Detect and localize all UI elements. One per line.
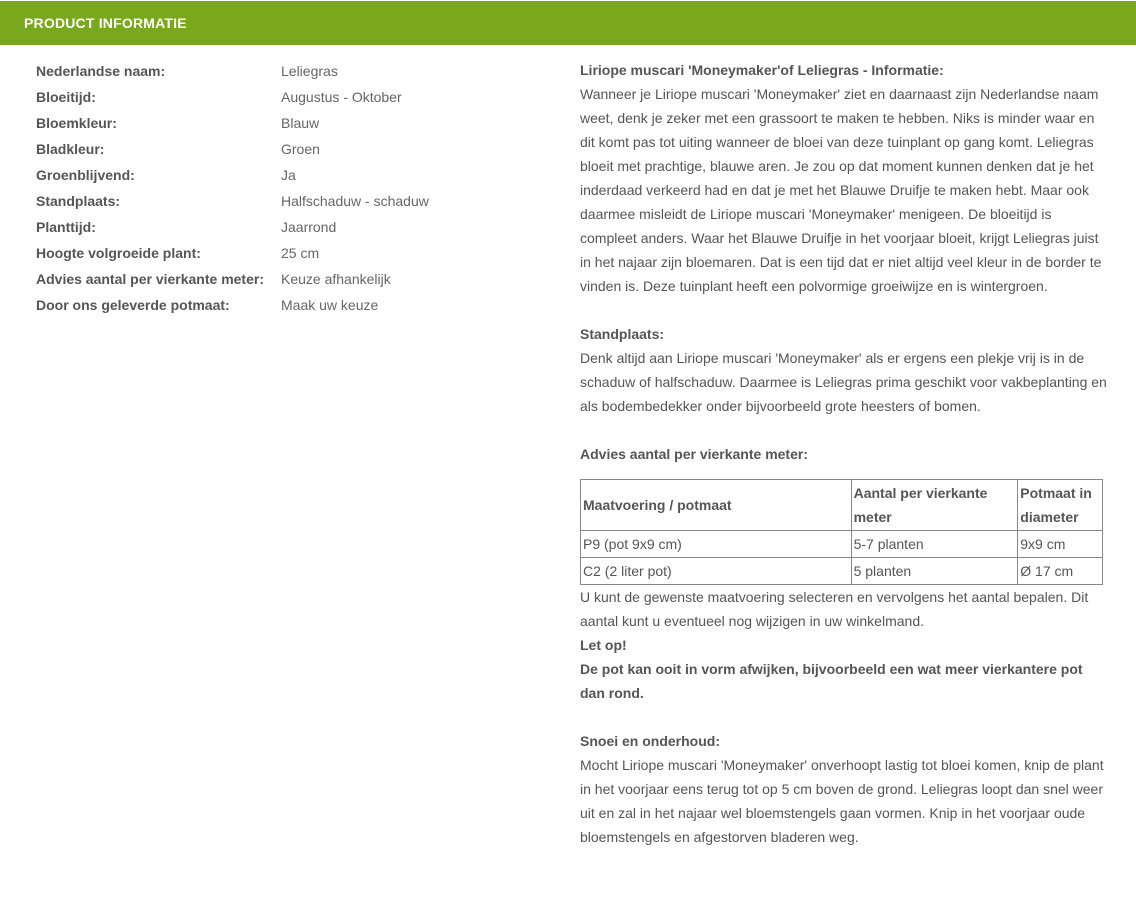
standplaats-text: Denk altijd aan Liriope muscari 'Moneymaker' als er ergens een plekje vrij is in de schaduw of halfschaduw. Daarmee is Leliegras prima geschikt voor vakbeplanting en als bodembedekker onder bijvoorbeeld grote heesters of bomen. — [580, 350, 1107, 414]
spec-value: Ja — [281, 167, 296, 183]
spec-label: Groenblijvend: — [36, 167, 135, 183]
spacer — [580, 705, 1110, 729]
product-specs — [36, 58, 556, 318]
snoei-heading: Snoei en onderhoud: — [580, 733, 720, 749]
table-row — [581, 531, 1103, 558]
advies-heading: Advies aantal per vierkante meter: — [580, 446, 808, 462]
spacer — [580, 298, 1110, 322]
spec-label: Advies aantal per vierkante meter: — [36, 271, 264, 287]
spec-label: Bloeitijd: — [36, 89, 96, 105]
spec-row — [36, 58, 556, 84]
table-header-cell: Aantal per vierkante meter — [851, 480, 1018, 531]
section-header — [0, 1, 1136, 45]
size-table — [580, 479, 1103, 585]
spacer — [580, 418, 1110, 442]
spec-value: Keuze afhankelijk — [281, 271, 391, 287]
spec-value: Halfschaduw - schaduw — [281, 193, 429, 209]
spec-row — [36, 266, 556, 292]
let-op-label: Let op! — [580, 637, 627, 653]
table-row — [581, 558, 1103, 585]
table-note: U kunt de gewenste maatvoering selecteren en vervolgens het aantal bepalen. Dit aantal kunt u eventueel nog wijzigen in uw winkelmand. — [580, 589, 1089, 629]
spec-label: Bloemkleur: — [36, 115, 117, 131]
spec-label: Door ons geleverde potmaat: — [36, 297, 230, 313]
table-cell: 5 planten — [851, 558, 1018, 585]
spec-row — [36, 188, 556, 214]
table-cell: P9 (pot 9x9 cm) — [581, 531, 852, 558]
spec-label: Bladkleur: — [36, 141, 105, 157]
spec-label: Planttijd: — [36, 219, 96, 235]
section-title: PRODUCT INFORMATIE — [24, 15, 187, 31]
spec-row — [36, 110, 556, 136]
spec-row — [36, 240, 556, 266]
spec-row — [36, 162, 556, 188]
spacer — [580, 466, 1110, 479]
spec-row — [36, 292, 556, 318]
table-cell: Ø 17 cm — [1018, 558, 1103, 585]
spec-row — [36, 136, 556, 162]
table-header-row — [581, 480, 1103, 531]
snoei-text: Mocht Liriope muscari 'Moneymaker' onverhoopt lastig tot bloei komen, knip de plant in het voorjaar eens terug tot op 5 cm boven de grond. Leliegras loopt dan snel weer uit en zal in het najaar wel bloemstengels gaan vormen. Knip in het voorjaar oude bloemstengels en afgestorven bladeren weg. — [580, 757, 1104, 845]
spec-value: Leliegras — [281, 63, 338, 79]
spec-label: Hoogte volgroeide plant: — [36, 245, 201, 261]
let-op-text: De pot kan ooit in vorm afwijken, bijvoorbeeld een wat meer vierkantere pot dan rond. — [580, 661, 1083, 701]
table-header-cell: Maatvoering / potmaat — [581, 480, 852, 531]
spec-value: 25 cm — [281, 245, 320, 261]
standplaats-heading: Standplaats: — [580, 326, 665, 342]
spec-value: Blauw — [281, 115, 320, 131]
spec-row — [36, 214, 556, 240]
table-header-cell: Potmaat in diameter — [1018, 480, 1103, 531]
spec-value: Augustus - Oktober — [281, 89, 402, 105]
table-cell: C2 (2 liter pot) — [581, 558, 852, 585]
spec-value: Jaarrond — [281, 219, 337, 235]
intro-text: Wanneer je Liriope muscari 'Moneymaker' ziet en daarnaast zijn Nederlandse naam weet, denk je zeker met een grassoort te maken te hebben. Niks is minder waar en dit komt pas tot uiting wanneer de bloei van deze tuinplant op gang komt. Leliegras bloeit met prachtige, blauwe aren. Je zou op dat moment kunnen denken dat je het inderdaad verkeerd had en dat je met het Blauwe Druifje te maken hebt. Maar ook daarmee misleidt de Liriope muscari 'Moneymaker' menigeen. De bloeitijd is compleet anders. Waar het Blauwe Druifje in het voorjaar bloeit, krijgt Leliegras juist in het najaar zijn bloemaren. Dat is een tijd dat er niet altijd veel kleur in de border te vinden is. Deze tuinplant heeft een polvormige groeiwijze en is wintergroen. — [580, 86, 1102, 294]
table-cell: 9x9 cm — [1018, 531, 1103, 558]
table-cell: 5-7 planten — [851, 531, 1018, 558]
spec-label: Nederlandse naam: — [36, 63, 166, 79]
spec-row — [36, 84, 556, 110]
spec-value: Maak uw keuze — [281, 297, 379, 313]
intro-heading: Liriope muscari 'Moneymaker'of Leliegras - Informatie: — [580, 62, 944, 78]
spec-label: Standplaats: — [36, 193, 121, 209]
product-description — [580, 58, 1110, 849]
spec-value: Groen — [281, 141, 320, 157]
